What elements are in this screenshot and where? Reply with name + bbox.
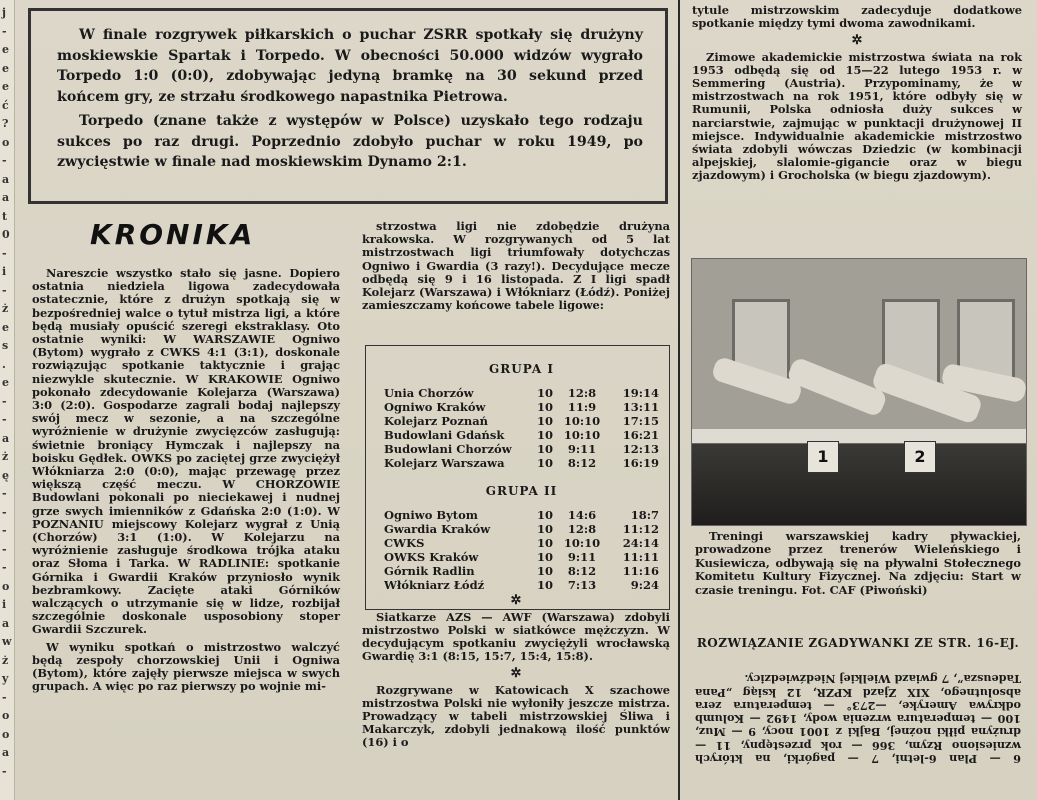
article-paragraph: tytule mistrzowskim zadecyduje dodatkowe spotkanie między tymi dwoma zawodnikami. — [692, 3, 1022, 31]
edge-glyph: i — [2, 598, 7, 611]
cell-points: 19:14 — [622, 386, 659, 400]
table-row — [384, 414, 659, 428]
edge-glyph: 0 — [2, 228, 10, 241]
cell-played: 10 — [536, 414, 553, 428]
group-title: GRUPA I — [489, 362, 554, 376]
article-paragraph: Siatkarze AZS — AWF (Warszawa) zdobyli mistrzostwo Polski w siatkówce mężczyzn. W decydującym spotkaniu zwyciężyli wrocławską Gwardię 3:1 (8:15, 15:7, 15:4, 15:8). — [362, 609, 670, 664]
table-row — [384, 550, 659, 564]
cell-played: 10 — [536, 400, 553, 414]
article-paragraph: Nareszcie wszystko stało się jasne. Dopiero ostatnia niedziela ligowa zadecydowała ostatecznie, które z drużyn spotkają się w bezpośredniej walce o tytuł mistrza ligi, a które będą musiały opuścić szeregi ekstraklasy. Oto ostatnie wyniki: W WARSZAWIE Ogniwo (Bytom) wygrało z CWKS 4:1 (3:1), doskonale rozwiązując spotkanie taktycznie i grając niezwykle skutecznie. W KRAKOWIE Ogniwo pokonało zdecydowanie Kolejarza (Warszawa) 3:0 (2:0). Gospodarze zagrali bodaj najlepszy swój mecz w sezonie, a na szczególne wyróżnienie w drużynie zwycięzców zasługują: świetnie broniący Hymczak i najlepszy na boisku Gędłek. OWKS po zaciętej grze zwyciężył Włókniarza 2:0 (0:0), mając przewagę przez większą część meczu. W CHORZOWIE Budowlani pokonali po nieciekawej i nudnej grze swych imienników z Gdańska 2:0 (1:0). W POZNANIU miejscowy Kolejarz wygrał z Unią (Chorzów) 3:1 (1:0). W Kolejarzu na wyróżnienie zasługuje środkowa trójka ataku oraz Słoma i Tarka. W RADLINIE: spotkanie Górnika i Gwardii Kraków przyniosło wynik bezbramkowy. Zacięte ataki Górników walczących o utrzymanie się w lidze, rozbijał szczególnie doskonale usposobiony stoper Gwardii Szczurek. — [32, 266, 340, 637]
cell-team: Górnik Radlin — [384, 564, 475, 578]
starting-block-number: 2 — [904, 441, 936, 473]
photo-pool-water — [692, 444, 1026, 525]
table-row — [384, 508, 659, 522]
league-tables-box — [365, 345, 670, 610]
edge-glyph: e — [2, 376, 9, 389]
article-column-3 — [692, 4, 1022, 187]
football-news-box — [28, 8, 668, 204]
photo-pool-edge — [692, 429, 1026, 443]
article-column-1 — [32, 267, 340, 698]
column-rule — [678, 0, 680, 800]
edge-glyph: o — [2, 727, 10, 741]
edge-glyph: - — [2, 24, 7, 38]
article-paragraph: W wyniku spotkań o mistrzostwo walczyć będą zespoły chorzowskiej Unii i Ogniwa (Bytom), które zajęły pierwsze miejsca w swych grupach. A więc po raz pierwszy po wojnie mi- — [32, 639, 340, 694]
swimming-training-photo — [691, 258, 1027, 526]
cell-points: 17:15 — [622, 414, 659, 428]
edge-glyph: ? — [2, 117, 9, 130]
edge-glyph: w — [2, 635, 12, 648]
edge-glyph: - — [2, 542, 7, 556]
answer-upside-down — [695, 672, 1021, 765]
cell-played: 10 — [536, 386, 553, 400]
cell-team: Ogniwo Bytom — [384, 508, 478, 522]
cell-played: 10 — [536, 578, 553, 592]
edge-glyph: o — [2, 709, 10, 722]
cell-team: Gwardia Kraków — [384, 522, 491, 536]
edge-glyph: t — [2, 209, 8, 223]
group-1-table — [384, 386, 659, 470]
cell-goals: 10:10 — [563, 428, 601, 442]
edge-glyph: - — [2, 246, 7, 260]
article-paragraph: strzostwa ligi nie zdobędzie drużyna krakowska. W rozgrywanych od 5 lat mistrzostwach ligi triumfowały dotychczas Ogniwo i Gwardia (3 razy!). Decydujące mecze odbędą się 9 i 16 listopada. Z I ligi spadł Kolejarz (Warszawa) i Włókniarz (Łódź). Poniżej zamieszczamy końcowe tabele ligowe: — [362, 219, 670, 313]
cell-played: 10 — [536, 428, 553, 442]
cell-goals: 10:10 — [563, 414, 601, 428]
cell-played: 10 — [536, 456, 553, 470]
cell-goals: 9:11 — [567, 550, 597, 564]
group-title: GRUPA II — [485, 484, 558, 498]
box-paragraph: W finale rozgrywek piłkarskich o puchar ZSRR spotkały się drużyny moskiewskie Spartak i Torpedo. W obecności 50.000 widzów wygrało Torpedo 1:0 (0:0), zdobywając jedyną bramkę na 30 sekund przed końcem gry, ze strzału środkowego napastnika Pietrowa. — [57, 27, 643, 105]
left-page-edge — [0, 0, 15, 800]
cell-points: 11:16 — [622, 564, 659, 578]
edge-glyph: - — [2, 394, 7, 408]
edge-glyph: i — [2, 265, 7, 278]
edge-glyph: - — [2, 413, 7, 426]
edge-glyph: - — [2, 283, 7, 297]
separator-star: ✲ — [510, 593, 522, 609]
starting-block-number: 1 — [807, 441, 839, 473]
edge-glyph: ż — [2, 302, 9, 315]
cell-played: 10 — [536, 550, 553, 564]
cell-team: Ogniwo Kraków — [384, 400, 486, 414]
edge-glyph: y — [2, 672, 9, 685]
cell-goals: 7:13 — [567, 578, 597, 592]
edge-glyph: a — [2, 172, 10, 186]
table-row — [384, 564, 659, 578]
cell-points: 12:13 — [622, 442, 659, 456]
cell-team: Unia Chorzów — [384, 386, 474, 400]
edge-glyph: a — [2, 616, 10, 630]
cell-goals: 14:6 — [567, 508, 597, 522]
edge-glyph: e — [2, 43, 9, 56]
edge-glyph: j — [2, 6, 6, 19]
cell-team: OWKS Kraków — [384, 550, 479, 564]
article-paragraph: Zimowe akademickie mistrzostwa świata na rok 1953 odbędą się od 15—22 lutego 1953 r. w Semmering (Austria). Przypominamy, że w mistrzostwach na rok 1951, które odbyły się w Rumunii, Polska odniosła duży sukces w narciarstwie, zajmując w punktacji drużynowej II miejsce. Indywidualnie akademickie mistrzostwo świata zdobyli wówczas Dziedzic (w kombinacji alpejskiej, slalomie-gigancie oraz w biegu zjazdowym) i Grocholska (w biegu zjazdowym). — [692, 49, 1022, 183]
cell-points: 24:14 — [622, 536, 659, 550]
cell-points: 18:7 — [630, 508, 659, 522]
section-title: KRONIKA — [90, 218, 256, 251]
edge-glyph: - — [2, 764, 7, 778]
cell-points: 16:21 — [622, 428, 659, 442]
table-row — [384, 386, 659, 400]
edge-glyph: - — [2, 524, 7, 537]
edge-glyph: o — [2, 135, 10, 149]
cell-goals: 8:12 — [567, 564, 597, 578]
cell-goals: 8:12 — [567, 456, 597, 470]
cell-goals: 12:8 — [567, 522, 597, 536]
edge-glyph: o — [2, 579, 10, 593]
answer-text: 6 — Plan 6-letni, 7 — pagórki, na których wzniesiono Rzym, 366 — rok przestępny, 11 — drużyna piłki nożnej, Bajki z 1001 nocy, 9 — Muz, 100 — temperatura wrzenia wody, 1492 — Kolumb odkrywa Ameryke, —273° — temperatura zera absolutnego, XIX Zjazd KPZR, 12 ksiąg „Pana Tadeusza”, 7 gwiazd Wielkiej Niedźwiedzicy. — [695, 672, 1021, 767]
caption-text: Treningi warszawskiej kadry pływackiej, prowadzone przez trenerów Wieleńskiego i Kusiewicza, odbywają się na pływalni Stołecznego Komitetu Kultury Fizycznej. Na zdjęciu: Start w czasie treningu. Fot. CAF (Piwoński) — [695, 529, 1021, 597]
separator-star: ✲ — [510, 666, 522, 682]
edge-glyph: s — [2, 339, 9, 352]
edge-glyph: ę — [2, 468, 9, 482]
article-paragraph: Rozgrywane w Katowicach X szachowe mistrzostwa Polski nie wyłoniły jeszcze mistrza. Prowadzący w tabeli mistrzowskiej Śliwa i Makarczyk, zdobyli jednakową ilość punktów (16) i o — [362, 682, 670, 750]
edge-glyph: a — [2, 746, 10, 759]
edge-glyph: a — [2, 431, 10, 445]
photo-caption — [695, 530, 1021, 597]
cell-points: 16:19 — [622, 456, 659, 470]
cell-points: 11:11 — [622, 550, 659, 564]
edge-glyph: - — [2, 487, 7, 500]
edge-glyph: ż — [2, 653, 9, 667]
cell-team: CWKS — [384, 536, 425, 550]
cell-points: 13:11 — [622, 400, 659, 414]
cell-goals: 12:8 — [567, 386, 597, 400]
cell-goals: 9:11 — [567, 442, 597, 456]
edge-glyph: - — [2, 505, 7, 519]
separator-star: ✲ — [851, 33, 863, 49]
table-row — [384, 578, 659, 592]
table-row — [384, 522, 659, 536]
edge-glyph: a — [2, 191, 10, 204]
cell-played: 10 — [536, 508, 553, 522]
cell-points: 9:24 — [630, 578, 659, 592]
edge-glyph: e — [2, 320, 9, 334]
edge-glyph: e — [2, 80, 9, 93]
table-row — [384, 400, 659, 414]
table-row — [384, 442, 659, 456]
edge-glyph: e — [2, 61, 9, 75]
cell-played: 10 — [536, 564, 553, 578]
cell-played: 10 — [536, 522, 553, 536]
cell-goals: 11:9 — [567, 400, 597, 414]
cell-team: Budowlani Chorzów — [384, 442, 512, 456]
cell-team: Kolejarz Poznań — [384, 414, 489, 428]
group-2-table — [384, 508, 659, 592]
edge-glyph: ż — [2, 450, 9, 463]
cell-played: 10 — [536, 442, 553, 456]
cell-goals: 10:10 — [563, 536, 601, 550]
box-paragraph: Torpedo (znane także z występów w Polsce) uzyskało tego rodzaju sukces po raz drugi. Poprzednio zdobyło puchar w roku 1949, po zwycięstwie w finale nad moskiewskim Dynamo 2:1. — [57, 113, 643, 170]
edge-glyph: ć — [2, 98, 9, 112]
cell-team: Budowlani Gdańsk — [384, 428, 505, 442]
table-row — [384, 456, 659, 470]
answer-title: ROZWIĄZANIE ZGADYWANKI ZE STR. 16-EJ. — [696, 636, 1020, 650]
cell-played: 10 — [536, 536, 553, 550]
cell-points: 11:12 — [622, 522, 659, 536]
edge-glyph: - — [2, 561, 7, 574]
edge-glyph: . — [2, 357, 6, 371]
table-row — [384, 536, 659, 550]
edge-glyph: - — [2, 690, 7, 704]
cell-team: Kolejarz Warszawa — [384, 456, 505, 470]
edge-glyph: - — [2, 154, 7, 167]
table-row — [384, 428, 659, 442]
cell-team: Włókniarz Łódź — [384, 578, 485, 592]
